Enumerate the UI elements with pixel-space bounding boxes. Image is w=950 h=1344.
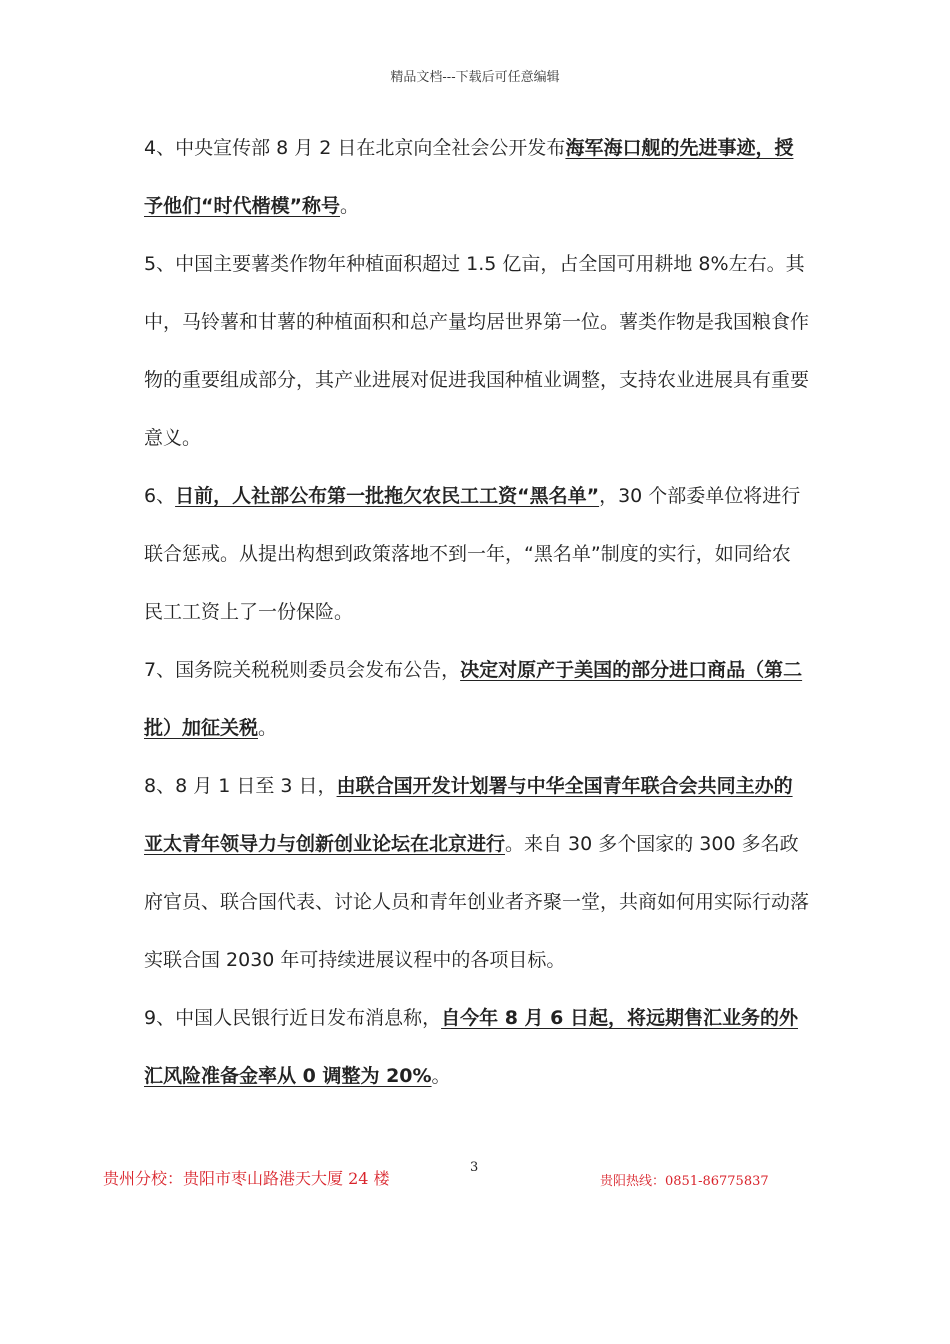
- page-header: 精品文档---下载后可任意编辑: [390, 70, 560, 85]
- item-text: 。: [339, 195, 359, 217]
- footer-address: 贵州分校：贵阳市枣山路港天大厦 24 楼: [103, 1169, 390, 1188]
- item-text: 8、8 月 1 日至 3 日，: [144, 775, 337, 797]
- news-item-5: [144, 235, 809, 467]
- item-text: 。: [431, 1065, 451, 1087]
- item-highlight: 决定对原产于美国的部分进口商品（第二批）加征关税: [144, 659, 803, 739]
- news-item-8: [144, 757, 809, 989]
- item-highlight: 自今年 8 月 6 日起，将远期售汇业务的外汇风险准备金率从 0 调整为 20%: [144, 1007, 798, 1087]
- footer-hotline: 贵阳热线：0851-86775837: [600, 1174, 769, 1189]
- page-number: 3: [470, 1160, 479, 1175]
- item-text: 5、中国主要薯类作物年种植面积超过 1.5 亿亩，占全国可用耕地 8%左右。其中，马铃薯和甘薯的种植面积和总产量均居世界第一位。薯类作物是我国粮食作物的重要组成部分，其产业进展对促进我国种植业调整，支持农业进展具有重要意义。: [144, 253, 810, 449]
- item-text: 9、中国人民银行近日发布消息称，: [144, 1007, 442, 1029]
- item-text: ，30 个部委单位将进行联合惩戒。从提出构想到政策落地不到一年，“黑名单”制度的实行，如同给农民工工资上了一份保险。: [144, 485, 801, 623]
- item-highlight: 由联合国开发计划署与中华全国青年联合会共同主办的亚太青年领导力与创新创业论坛在北京进行: [144, 775, 793, 855]
- item-text: 4、中央宣传部 8 月 2 日在北京向全社会公开发布: [144, 137, 566, 159]
- item-highlight: 海军海口舰的先进事迹，授予他们“时代楷模”称号: [144, 137, 794, 217]
- news-item-4: [144, 119, 809, 235]
- news-item-6: [144, 467, 809, 641]
- news-item-7: [144, 641, 809, 757]
- item-text: 7、国务院关税税则委员会发布公告，: [144, 659, 461, 681]
- item-text: 6、: [144, 485, 176, 507]
- item-text: 。: [258, 717, 278, 739]
- item-text: 。来自 30 多个国家的 300 多名政府官员、联合国代表、讨论人员和青年创业者齐聚一堂，共商如何用实际行动落实联合国 2030 年可持续进展议程中的各项目标。: [144, 833, 810, 971]
- news-item-9: [144, 989, 809, 1105]
- document-body: [144, 119, 809, 1105]
- item-highlight: 日前，人社部公布第一批拖欠农民工工资“黑名单”: [175, 485, 600, 507]
